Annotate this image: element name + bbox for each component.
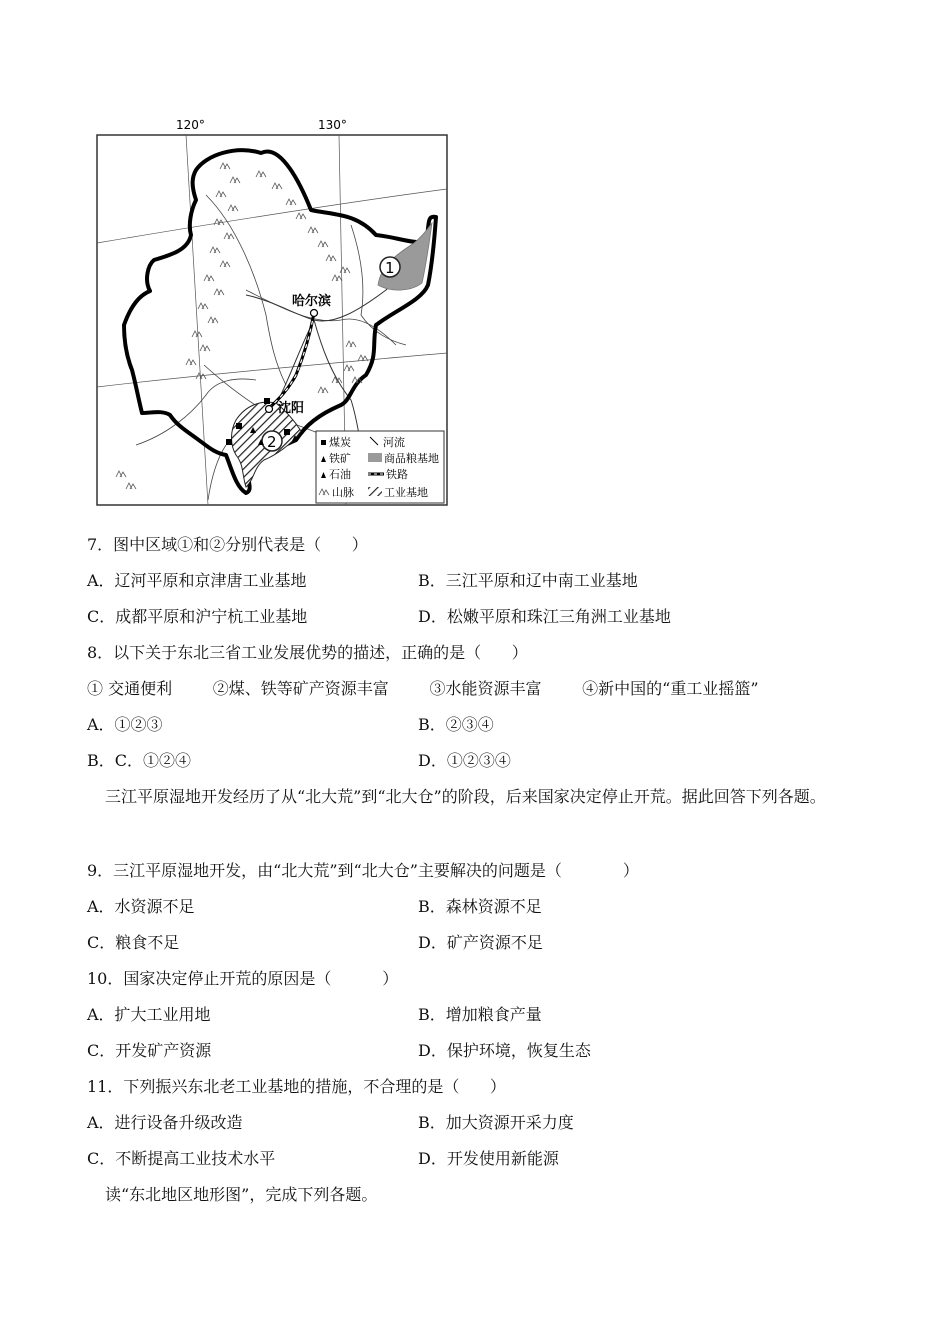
- city-label-harbin: 哈尔滨: [292, 294, 332, 309]
- q8-option-a: A．①②③: [87, 715, 163, 734]
- q8-items: ① 交通便利 ②煤、铁等矿产资源丰富 ③水能资源丰富 ④新中国的“重工业摇篮”: [87, 679, 759, 698]
- q9-option-d: D．矿产资源不足: [418, 933, 543, 952]
- q11-option-d: D．开发使用新能源: [418, 1149, 559, 1168]
- passage-map-intro: 读“东北地区地形图”，完成下列各题。: [105, 1185, 378, 1204]
- legend-railway: 铁路: [386, 468, 408, 481]
- legend-iron: 铁矿: [329, 452, 351, 465]
- city-dot-shenyang: [266, 406, 273, 413]
- q11-option-a: A．进行设备升级改造: [87, 1113, 243, 1132]
- q9-option-c: C．粮食不足: [87, 933, 180, 952]
- legend-river: 河流: [383, 436, 405, 449]
- q8-option-b: B．②③④: [418, 715, 494, 734]
- legend-grain-base: 商品粮基地: [384, 452, 439, 465]
- lon-label-130: 130°: [318, 118, 347, 132]
- passage-sanjiang: 三江平原湿地开发经历了从“北大荒”到“北大仓”的阶段，后来国家决定停止开荒。据此回答下列各题。: [105, 787, 826, 806]
- q9-option-b: B．森林资源不足: [418, 897, 542, 916]
- region-marker-2: 2: [267, 433, 277, 451]
- q10-option-d: D．保护环境，恢复生态: [418, 1041, 591, 1060]
- q8-option-d: D．①②③④: [418, 751, 511, 770]
- q10-option-b: B．增加粮食产量: [418, 1005, 542, 1024]
- q7-option-b: B．三江平原和辽中南工业基地: [418, 571, 638, 590]
- map-legend: [316, 431, 444, 503]
- q10-option-a: A．扩大工业用地: [87, 1005, 211, 1024]
- q11-option-c: C．不断提高工业技术水平: [87, 1149, 276, 1168]
- city-dot-harbin: [311, 310, 318, 317]
- lon-label-120: 120°: [176, 118, 205, 132]
- q11-stem: 11．下列振兴东北老工业基地的措施，不合理的是（ ）: [87, 1077, 506, 1096]
- region-marker-1: 1: [385, 259, 395, 277]
- q9-option-a: A．水资源不足: [87, 897, 195, 916]
- q11-option-b: B．加大资源开采力度: [418, 1113, 574, 1132]
- q10-option-c: C．开发矿产资源: [87, 1041, 212, 1060]
- q8-option-c: B．C．①②④: [87, 751, 192, 770]
- northeast-china-map: [96, 115, 448, 507]
- legend-industrial-base: 工业基地: [384, 486, 428, 499]
- q7-option-d: D．松嫩平原和珠江三角洲工业基地: [418, 607, 671, 626]
- city-label-shenyang: 沈阳: [278, 401, 305, 416]
- q9-stem: 9．三江平原湿地开发，由“北大荒”到“北大仓”主要解决的问题是（ ）: [87, 861, 639, 880]
- q10-stem: 10．国家决定停止开荒的原因是（ ）: [87, 969, 399, 988]
- legend-coal: 煤炭: [329, 436, 351, 449]
- q7-option-c: C．成都平原和沪宁杭工业基地: [87, 607, 308, 626]
- q7-stem: 7．图中区域①和②分别代表是（ ）: [87, 535, 368, 554]
- q8-stem: 8．以下关于东北三省工业发展优势的描述，正确的是（ ）: [87, 643, 528, 662]
- q7-option-a: A．辽河平原和京津唐工业基地: [87, 571, 307, 590]
- legend-mountain: 山脉: [332, 486, 354, 499]
- legend-oil: 石油: [329, 468, 351, 481]
